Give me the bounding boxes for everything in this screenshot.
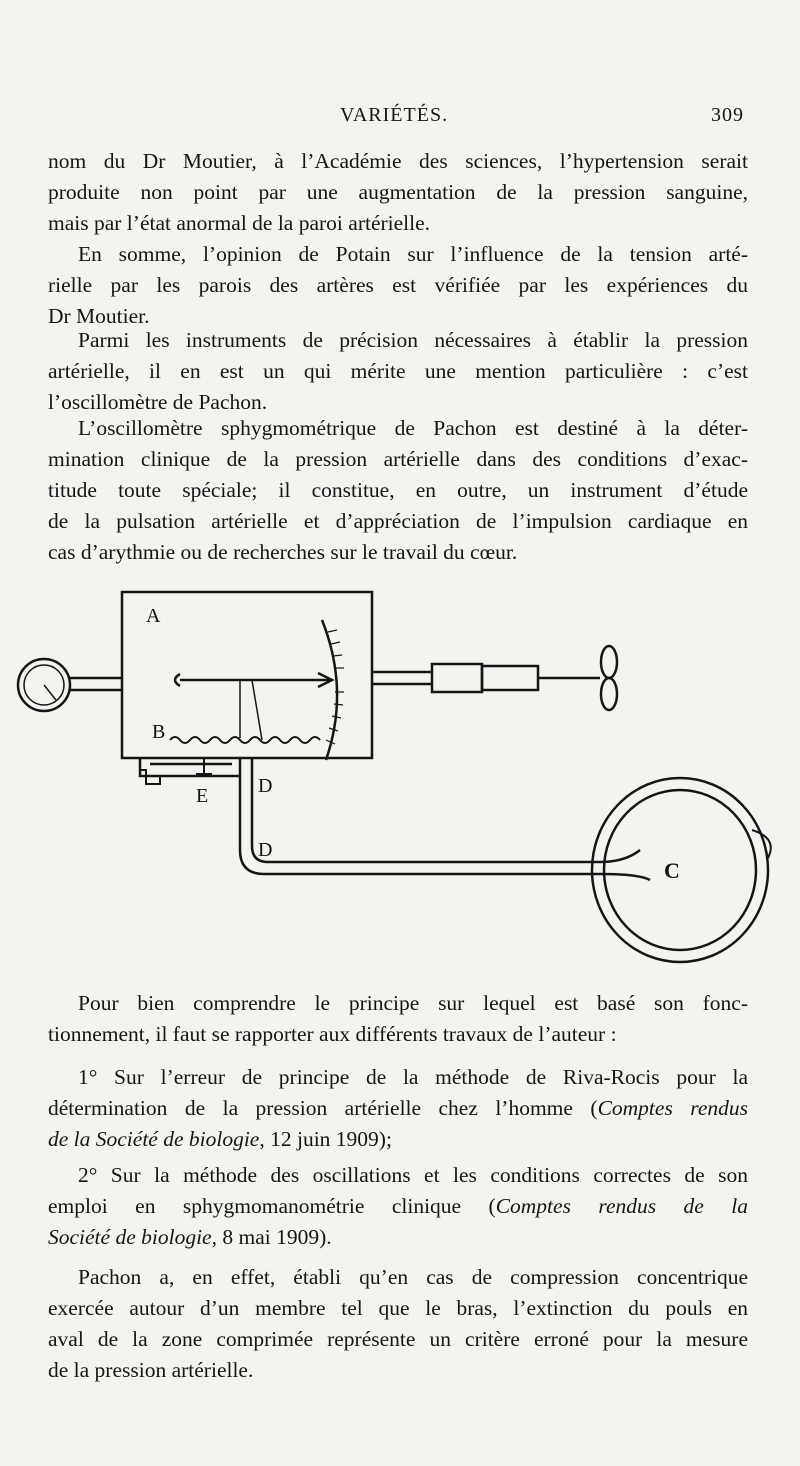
text-line: 1° Sur l’erreur de principe de la méthode de Riva-Rocis pour la: [78, 1065, 748, 1089]
journal-title: Société de biologie: [48, 1225, 212, 1249]
page-number: 309: [711, 104, 744, 126]
capsule-lower-left: [140, 758, 240, 776]
text-line: Pachon a, en effet, établi qu’en cas de compression concentrique: [78, 1265, 748, 1289]
paragraph-5: [48, 988, 748, 1050]
running-title: VARIÉTÉS.: [340, 104, 449, 126]
connector-tube: [482, 666, 538, 690]
tube-d-inner: [252, 758, 600, 862]
membrane-b: [170, 737, 320, 743]
text-line: nom du Dr Moutier, à l’Académie des sciences, l’hypertension serait: [48, 149, 748, 173]
text-line: produite non point par une augmentation de la pression sanguine,: [48, 180, 748, 204]
journal-title: Comptes rendus de la: [495, 1194, 748, 1218]
text-line: artérielle, il en est un qui mérite une mention particulière : c’est: [48, 359, 748, 383]
cuff-c-inner: [604, 790, 756, 950]
text-run: emploi en sphygmomanométrie clinique (: [48, 1194, 496, 1218]
reference-2: [48, 1160, 748, 1253]
text-line: 2° Sur la méthode des oscillations et les conditions correctes de son: [78, 1163, 748, 1187]
manometer-needle: [44, 685, 56, 700]
text-line: cas d’arythmie ou de recherches sur le travail du cœur.: [48, 540, 518, 564]
paragraph-1: [48, 146, 748, 239]
paragraph-3: [48, 325, 748, 418]
text-line: mination clinique de la pression artérielle dans des conditions d’exac-: [48, 447, 748, 471]
text-line: En somme, l’opinion de Potain sur l’influence de la tension arté-: [78, 242, 748, 266]
text-line: tionnement, il faut se rapporter aux différents travaux de l’auteur :: [48, 1022, 617, 1046]
text-run: , 12 juin 1909);: [259, 1127, 392, 1151]
bulb-upper-loop: [601, 646, 617, 678]
text-line: [48, 1222, 748, 1253]
label-d-upper: D: [258, 775, 273, 797]
text-line: [48, 1093, 748, 1124]
text-line: exercée autour d’un membre tel que le bras, l’extinction du pouls en: [48, 1296, 748, 1320]
text-line: Parmi les instruments de précision nécessaires à établir la pression: [78, 328, 748, 352]
paragraph-6: [48, 1262, 748, 1386]
text-line: l’oscillomètre de Pachon.: [48, 390, 268, 414]
text-line: mais par l’état anormal de la paroi artérielle.: [48, 211, 431, 235]
label-e: E: [196, 785, 209, 807]
lever-pivot: [175, 674, 180, 686]
label-b: B: [152, 721, 166, 743]
text-line: [48, 1124, 748, 1155]
cuff-connector-outer: [600, 874, 650, 880]
journal-title: Comptes rendus: [597, 1096, 748, 1120]
label-d-lower: D: [258, 839, 273, 861]
diagram-svg: [0, 580, 800, 980]
oscillometer-diagram: [0, 580, 800, 980]
text-line: Pour bien comprendre le principe sur lequel est basé son fonc-: [78, 991, 748, 1015]
text-line: de la pulsation artérielle et d’appréciation de l’impulsion cardiaque en: [48, 509, 748, 533]
text-line: Dr Moutier.: [48, 304, 150, 328]
text-line: L’oscillomètre sphygmométrique de Pachon est destiné à la déter-: [78, 416, 748, 440]
text-line: rielle par les parois des artères est vérifiée par les expériences du: [48, 273, 748, 297]
reference-1: [48, 1062, 748, 1155]
text-line: [48, 1191, 748, 1222]
connector-sleeve: [432, 664, 482, 692]
text-line: de la pression artérielle.: [48, 1358, 254, 1382]
scale-arc: [322, 620, 337, 760]
journal-title: de la Société de biologie: [48, 1127, 260, 1151]
text-run: , 8 mai 1909).: [211, 1225, 332, 1249]
bulb-lower-loop: [601, 678, 617, 710]
label-a: A: [146, 605, 161, 627]
label-c: C: [664, 858, 680, 883]
text-line: aval de la zone comprimée représente un critère erroné pour la mesure: [48, 1327, 748, 1351]
text-line: titude toute spéciale; il constitue, en outre, un instrument d’étude: [48, 478, 748, 502]
cuff-c-outer: [592, 778, 768, 962]
text-run: détermination de la pression artérielle chez l’homme (: [48, 1096, 598, 1120]
paragraph-4: [48, 413, 748, 568]
tube-d-outer: [240, 758, 600, 874]
running-header: [48, 104, 748, 134]
paragraph-2: [48, 239, 748, 332]
lever-rod-right: [252, 680, 262, 740]
